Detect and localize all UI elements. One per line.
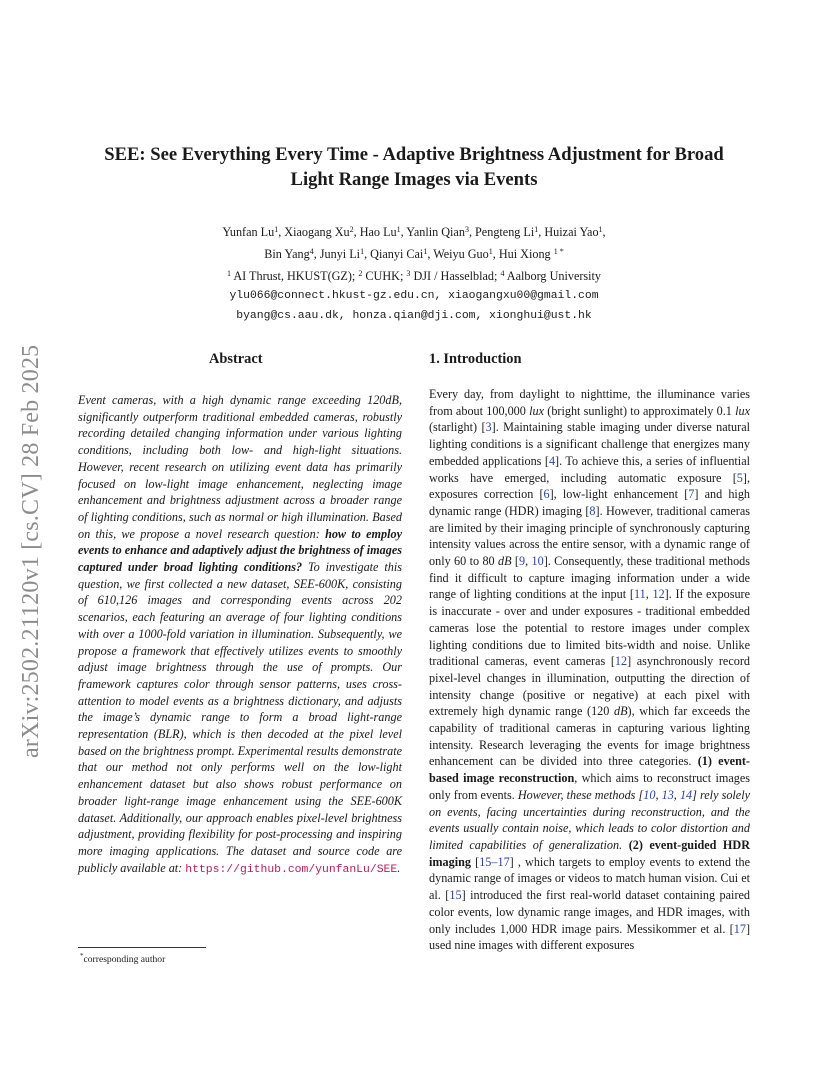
author-block [60,220,768,326]
citation-link[interactable]: 7 [688,487,695,502]
abstract-body: Event cameras, with a high dynamic range exceeding 120dB, significantly outperform traditional embedded cameras, robustly recording detailed changing information under various lighting conditions, including both low- and high-light situations. However, recent research on utilizing event data has primarily focused on low-light image enhancement, neglecting image enhancement and brightness adjustment across a broader range of lighting conditions, such as normal or high illumination. Based on this, we propose a novel research question: how to employ events to enhance and adaptively adjust the brightness of images captured under broad lighting conditions? To investigate this question, we first collected a new dataset, SEE-600K, consisting of 610,126 images and corresponding events across 202 scenarios, each featuring an average of four lighting conditions with over a 1000-fold variation in illumination. Subsequently, we propose a framework that effectively utilizes events to smoothly adjust image brightness through the use of prompts. Our framework captures color through sensor patterns, uses cross-attention to model events as a brightness dictionary, and adjusts the image’s dynamic range to form a broad light-range representation (BLR), which is then decoded at the pixel level based on the brightness prompt. Experimental results demonstrate that our method not only performs well on the low-light enhancement dataset but also shows robust performance on broader light-range image enhancement using the SEE-600K dataset. Additionally, our approach enables pixel-level brightness adjustment, providing flexibility for post-processing and inspiring more imaging applications. The dataset and source code are publicly available at: https://github.com/yunfanLu/SEE. [78,393,402,876]
citation-link[interactable]: 5 [736,470,743,485]
paper-title [60,142,768,192]
citation-link[interactable]: 15 [449,888,462,903]
citation-link[interactable]: 6 [543,487,550,502]
arxiv-stamp [18,288,58,758]
footnote-rule [78,947,206,948]
footnote: *corresponding author [80,952,166,966]
citation-link[interactable]: 14 [679,787,693,802]
abstract-research-question: how to employ events to enhance and adaptively adjust the brightness of images captured under broad lighting conditions? [78,526,402,575]
citation-link[interactable]: 8 [589,503,596,518]
title-line-2: Light Range Images via Events [290,169,538,190]
citation-link[interactable]: 15–17 [479,854,510,869]
citation-link[interactable]: 4 [548,453,556,468]
citation-link[interactable]: 10 [531,554,544,569]
abstract-heading: Abstract [209,351,263,367]
author-line-1: Yunfan Lu$^1$, Xiaogang Xu$^2$, Hao Lu$^1$, Yanlin Qian$^3$, Pengteng Li$^1$, Huizai Yao$^1$, [222,225,606,239]
arxiv-id: arXiv:2502.21120v1 [cs.CV] 28 Feb 2025 [18,344,44,758]
intro-heading: 1. Introduction [429,351,522,367]
citation-link[interactable]: 12 [614,654,628,669]
email-line-1: ylu066@connect.hkust-gz.edu.cn, xiaogangxu00@gmail.com [229,290,599,302]
citation-link[interactable]: 11 [633,587,646,602]
citation-link[interactable]: 13 [661,787,674,802]
citation-link[interactable]: 17 [733,921,746,936]
title-line-1: SEE: See Everything Every Time - Adaptive Brightness Adjustment for Broad [104,144,724,165]
citation-link[interactable]: 12 [652,587,665,602]
introduction-body: Every day, from daylight to nighttime, the illuminance varies from about 100,000 lux (bright sunlight) to approximately 0.1 lux (starlight) [3]. Maintaining stable imaging under diverse natural lighting conditions is a significant challenge that energizes many embedded applications [4]. To achieve this, a series of influential works have emerged, including automatic exposure [5], exposures correction [6], low-light enhancement [7] and high dynamic range (HDR) imaging [8]. However, traditional cameras are limited by their imaging principle of synchronously capturing intensity values across the entire sensor, with a dynamic range of only 60 to 80 dB [9, 10]. Consequently, these traditional methods find it difficult to capture imaging information under a wide range of lighting conditions at the input [11, 12]. If the exposure is inaccurate - over and under exposures - traditional embedded cameras lose the potential to restore images under complex lighting conditions due to limited bits-width and noise. Unlike traditional cameras, event cameras [12] asynchronously record pixel-level changes in illumination, outputting the direction of intensity change (positive or negative) at each pixel with extremely high dynamic range (120 dB), which far exceeds the capability of traditional cameras in capturing various lighting intensity. Research leveraging the events for image brightness enhancement can be divided into three categories. (1) event-based image reconstruction, which aims to reconstruct images only from events. However, these methods [10, 13, 14] rely solely on events, facing uncertainties during reconstruction, and the events usually contain noise, which leads to color distortion and limited capabilities of generalization. (2) event-guided HDR imaging [15–17] , which targets to employ events to extend the dynamic range of images or videos to match human vision. Cui et al. [15] introduced the first real-world dataset containing paired color events, low dynamic range images, and HDR images, with only includes 1,000 HDR image pairs. Messikommer et al. [17] used nine images with different exposures [429,387,751,953]
citation-link[interactable]: 9 [519,554,526,569]
citation-link[interactable]: 3 [485,420,492,435]
email-line-2: byang@cs.aau.dk, honza.qian@dji.com, xionghui@ust.hk [236,310,592,322]
citation-link[interactable]: 10 [643,787,656,802]
github-link[interactable]: https://github.com/yunfanLu/SEE [185,863,398,876]
author-line-2: Bin Yang$^4$, Junyi Li$^1$, Qianyi Cai$^1$, Weiyu Guo$^1$, Hui Xiong $^{1 *}$ [264,247,564,261]
affiliations: $^1$ AI Thrust, HKUST(GZ); $^2$ CUHK; $^3$ DJI / Hasselblad; $^4$ Aalborg University [226,269,602,283]
